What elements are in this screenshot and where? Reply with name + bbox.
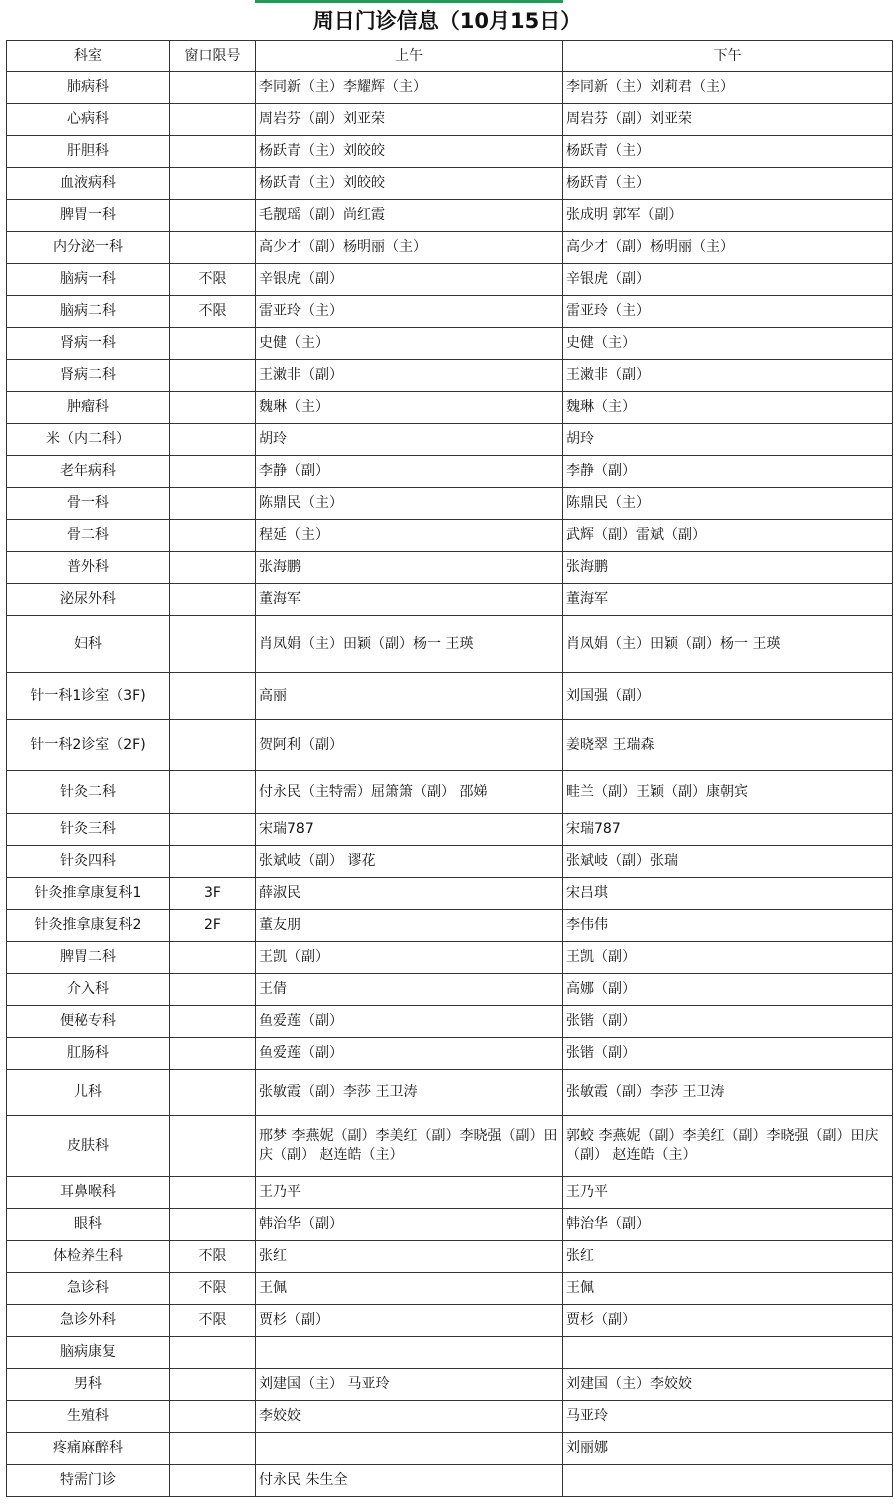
am-cell: 胡玲: [256, 424, 563, 456]
dept-cell: 脾胃一科: [7, 200, 170, 232]
pm-cell: 王潄非（副）: [563, 360, 893, 392]
limit-cell: [170, 814, 256, 846]
table-row: [7, 673, 893, 720]
dept-cell: 妇科: [7, 616, 170, 673]
table-row: [7, 456, 893, 488]
pm-cell: [563, 1465, 893, 1497]
limit-cell: 3F: [170, 878, 256, 910]
pm-cell: 雷亚玲（主）: [563, 296, 893, 328]
pm-cell: [563, 1337, 893, 1369]
table-row: [7, 1305, 893, 1337]
pm-cell: 李伟伟: [563, 910, 893, 942]
table-row: [7, 136, 893, 168]
limit-cell: 不限: [170, 296, 256, 328]
table-row: [7, 720, 893, 771]
am-cell: [256, 1433, 563, 1465]
dept-cell: 眼科: [7, 1209, 170, 1241]
pm-cell: 宋瑞787: [563, 814, 893, 846]
pm-cell: 张海鹏: [563, 552, 893, 584]
dept-cell: 骨一科: [7, 488, 170, 520]
table-row: [7, 104, 893, 136]
limit-cell: [170, 136, 256, 168]
am-cell: 张敏霞（副）李莎 王卫涛: [256, 1070, 563, 1116]
am-cell: 高丽: [256, 673, 563, 720]
limit-cell: [170, 552, 256, 584]
limit-cell: [170, 616, 256, 673]
dept-cell: 泌尿外科: [7, 584, 170, 616]
limit-cell: [170, 846, 256, 878]
pm-cell: 刘丽娜: [563, 1433, 893, 1465]
pm-cell: 魏琳（主）: [563, 392, 893, 424]
pm-cell: 王乃平: [563, 1177, 893, 1209]
table-row: [7, 72, 893, 104]
table-row: [7, 1273, 893, 1305]
limit-cell: [170, 1369, 256, 1401]
dept-cell: 急诊科: [7, 1273, 170, 1305]
limit-cell: 不限: [170, 264, 256, 296]
dept-cell: 皮肤科: [7, 1116, 170, 1177]
am-cell: 高少才（副）杨明丽（主）: [256, 232, 563, 264]
limit-cell: [170, 1209, 256, 1241]
am-cell: 史健（主）: [256, 328, 563, 360]
limit-cell: [170, 771, 256, 814]
table-row: [7, 168, 893, 200]
pm-cell: 高娜（副）: [563, 974, 893, 1006]
dept-cell: 老年病科: [7, 456, 170, 488]
table-row: [7, 910, 893, 942]
table-row: [7, 520, 893, 552]
dept-cell: 肿瘤科: [7, 392, 170, 424]
dept-cell: 针灸四科: [7, 846, 170, 878]
dept-cell: 儿科: [7, 1070, 170, 1116]
page-title: 周日门诊信息（10月15日）: [312, 9, 582, 33]
pm-cell: 张成明 郭军（副）: [563, 200, 893, 232]
dept-cell: 生殖科: [7, 1401, 170, 1433]
dept-cell: 脑病康复: [7, 1337, 170, 1369]
dept-cell: 肾病一科: [7, 328, 170, 360]
pm-cell: 杨跃青（主）: [563, 136, 893, 168]
am-cell: 董友朋: [256, 910, 563, 942]
am-cell: 刘建国（主） 马亚玲: [256, 1369, 563, 1401]
am-cell: 薛淑民: [256, 878, 563, 910]
pm-cell: 李同新（主）刘莉君（主）: [563, 72, 893, 104]
table-row: [7, 1401, 893, 1433]
pm-cell: 王凯（副）: [563, 942, 893, 974]
dept-cell: 针灸三科: [7, 814, 170, 846]
dept-cell: 耳鼻喉科: [7, 1177, 170, 1209]
header-am: 上午: [256, 41, 563, 72]
table-row: [7, 264, 893, 296]
am-cell: 毛靓瑶（副）尚红霞: [256, 200, 563, 232]
limit-cell: [170, 520, 256, 552]
table-row: [7, 1337, 893, 1369]
limit-cell: [170, 232, 256, 264]
dept-cell: 肝胆科: [7, 136, 170, 168]
table-row: [7, 1241, 893, 1273]
dept-cell: 肺病科: [7, 72, 170, 104]
pm-cell: 高少才（副）杨明丽（主）: [563, 232, 893, 264]
dept-cell: 特需门诊: [7, 1465, 170, 1497]
limit-cell: [170, 424, 256, 456]
am-cell: 李姣姣: [256, 1401, 563, 1433]
limit-cell: [170, 1038, 256, 1070]
table-row: [7, 1369, 893, 1401]
limit-cell: [170, 720, 256, 771]
header-accent-bar: [255, 0, 563, 3]
dept-cell: 男科: [7, 1369, 170, 1401]
limit-cell: 不限: [170, 1241, 256, 1273]
table-row: [7, 942, 893, 974]
limit-cell: [170, 360, 256, 392]
limit-cell: [170, 168, 256, 200]
table-row: [7, 771, 893, 814]
am-cell: 韩治华（副）: [256, 1209, 563, 1241]
table-row: [7, 1433, 893, 1465]
pm-cell: 畦兰（副）王颖（副）康朝宾: [563, 771, 893, 814]
dept-cell: 针灸推拿康复科2: [7, 910, 170, 942]
am-cell: [256, 1337, 563, 1369]
limit-cell: [170, 974, 256, 1006]
table-row: [7, 974, 893, 1006]
limit-cell: [170, 1433, 256, 1465]
pm-cell: 韩治华（副）: [563, 1209, 893, 1241]
dept-cell: 血液病科: [7, 168, 170, 200]
limit-cell: [170, 392, 256, 424]
am-cell: 付永民 朱生全: [256, 1465, 563, 1497]
am-cell: 雷亚玲（主）: [256, 296, 563, 328]
am-cell: 邢梦 李燕妮（副）李美红（副）李晓强（副）田庆（副） 赵连皓（主）: [256, 1116, 563, 1177]
pm-cell: 史健（主）: [563, 328, 893, 360]
table-row: [7, 1209, 893, 1241]
pm-cell: 张敏霞（副）李莎 王卫涛: [563, 1070, 893, 1116]
am-cell: 魏琳（主）: [256, 392, 563, 424]
header-dept: 科室: [7, 41, 170, 72]
pm-cell: 李静（副）: [563, 456, 893, 488]
am-cell: 贺阿利（副）: [256, 720, 563, 771]
dept-cell: 便秘专科: [7, 1006, 170, 1038]
am-cell: 周岩芬（副）刘亚荣: [256, 104, 563, 136]
dept-cell: 介入科: [7, 974, 170, 1006]
am-cell: 鱼爱莲（副）: [256, 1006, 563, 1038]
limit-cell: [170, 584, 256, 616]
dept-cell: 脑病一科: [7, 264, 170, 296]
limit-cell: [170, 1401, 256, 1433]
table-row: [7, 392, 893, 424]
am-cell: 肖凤娟（主）田颖（副）杨一 王瑛: [256, 616, 563, 673]
am-cell: 程延（主）: [256, 520, 563, 552]
am-cell: 杨跃青（主）刘皎皎: [256, 168, 563, 200]
limit-cell: [170, 72, 256, 104]
pm-cell: 武辉（副）雷斌（副）: [563, 520, 893, 552]
pm-cell: 肖凤娟（主）田颖（副）杨一 王瑛: [563, 616, 893, 673]
pm-cell: 马亚玲: [563, 1401, 893, 1433]
dept-cell: 疼痛麻醉科: [7, 1433, 170, 1465]
am-cell: 张斌岐（副） 谬花: [256, 846, 563, 878]
dept-cell: 肛肠科: [7, 1038, 170, 1070]
dept-cell: 针灸二科: [7, 771, 170, 814]
dept-cell: 普外科: [7, 552, 170, 584]
am-cell: 辛银虎（副）: [256, 264, 563, 296]
table-row: [7, 232, 893, 264]
pm-cell: 刘建国（主）李姣姣: [563, 1369, 893, 1401]
table-row: [7, 296, 893, 328]
pm-cell: 胡玲: [563, 424, 893, 456]
am-cell: 宋瑞787: [256, 814, 563, 846]
schedule-table: [6, 40, 893, 1497]
pm-cell: 刘国强（副）: [563, 673, 893, 720]
table-row: [7, 814, 893, 846]
pm-cell: 王佩: [563, 1273, 893, 1305]
limit-cell: [170, 200, 256, 232]
table-row: [7, 878, 893, 910]
table-row: [7, 488, 893, 520]
header-pm: 下午: [563, 41, 893, 72]
pm-cell: 张红: [563, 1241, 893, 1273]
table-row: [7, 200, 893, 232]
am-cell: 张海鹏: [256, 552, 563, 584]
table-row: [7, 616, 893, 673]
am-cell: 付永民（主特需）屈箫箫（副） 邵娣: [256, 771, 563, 814]
dept-cell: 体检养生科: [7, 1241, 170, 1273]
limit-cell: [170, 1465, 256, 1497]
pm-cell: 董海军: [563, 584, 893, 616]
dept-cell: 针一科2诊室（2F): [7, 720, 170, 771]
dept-cell: 脾胃二科: [7, 942, 170, 974]
limit-cell: [170, 1337, 256, 1369]
am-cell: 董海军: [256, 584, 563, 616]
header-row: [7, 41, 893, 72]
am-cell: 王潄非（副）: [256, 360, 563, 392]
limit-cell: [170, 1006, 256, 1038]
table-row: [7, 1177, 893, 1209]
pm-cell: 周岩芬（副）刘亚荣: [563, 104, 893, 136]
table-row: [7, 328, 893, 360]
pm-cell: 张锴（副）: [563, 1038, 893, 1070]
dept-cell: 内分泌一科: [7, 232, 170, 264]
table-row: [7, 360, 893, 392]
limit-cell: [170, 488, 256, 520]
limit-cell: 2F: [170, 910, 256, 942]
dept-cell: 针一科1诊室（3F): [7, 673, 170, 720]
table-row: [7, 1070, 893, 1116]
pm-cell: 贾杉（副）: [563, 1305, 893, 1337]
am-cell: 王倩: [256, 974, 563, 1006]
limit-cell: [170, 1177, 256, 1209]
pm-cell: 张锴（副）: [563, 1006, 893, 1038]
limit-cell: [170, 328, 256, 360]
limit-cell: [170, 1116, 256, 1177]
pm-cell: 张斌岐（副）张瑞: [563, 846, 893, 878]
dept-cell: 急诊外科: [7, 1305, 170, 1337]
am-cell: 鱼爱莲（副）: [256, 1038, 563, 1070]
limit-cell: [170, 104, 256, 136]
pm-cell: 辛银虎（副）: [563, 264, 893, 296]
limit-cell: [170, 673, 256, 720]
dept-cell: 心病科: [7, 104, 170, 136]
am-cell: 李同新（主）李耀辉（主）: [256, 72, 563, 104]
am-cell: 陈鼎民（主）: [256, 488, 563, 520]
am-cell: 李静（副）: [256, 456, 563, 488]
table-row: [7, 846, 893, 878]
pm-cell: 郭蛟 李燕妮（副）李美红（副）李晓强（副）田庆（副） 赵连皓（主）: [563, 1116, 893, 1177]
table-row: [7, 1038, 893, 1070]
table-row: [7, 1465, 893, 1497]
pm-cell: 杨跃青（主）: [563, 168, 893, 200]
dept-cell: 肾病二科: [7, 360, 170, 392]
pm-cell: 宋吕琪: [563, 878, 893, 910]
am-cell: 王佩: [256, 1273, 563, 1305]
dept-cell: 针灸推拿康复科1: [7, 878, 170, 910]
am-cell: 王凯（副）: [256, 942, 563, 974]
table-row: [7, 552, 893, 584]
limit-cell: 不限: [170, 1305, 256, 1337]
dept-cell: 米（内二科）: [7, 424, 170, 456]
dept-cell: 脑病二科: [7, 296, 170, 328]
header-limit: 窗口限号: [170, 41, 256, 72]
table-row: [7, 1006, 893, 1038]
pm-cell: 陈鼎民（主）: [563, 488, 893, 520]
table-row: [7, 424, 893, 456]
pm-cell: 姜晓翠 王瑞森: [563, 720, 893, 771]
am-cell: 王乃平: [256, 1177, 563, 1209]
table-row: [7, 584, 893, 616]
limit-cell: [170, 942, 256, 974]
limit-cell: [170, 456, 256, 488]
limit-cell: 不限: [170, 1273, 256, 1305]
limit-cell: [170, 1070, 256, 1116]
am-cell: 贾杉（副）: [256, 1305, 563, 1337]
table-row: [7, 1116, 893, 1177]
am-cell: 张红: [256, 1241, 563, 1273]
am-cell: 杨跃青（主）刘皎皎: [256, 136, 563, 168]
dept-cell: 骨二科: [7, 520, 170, 552]
